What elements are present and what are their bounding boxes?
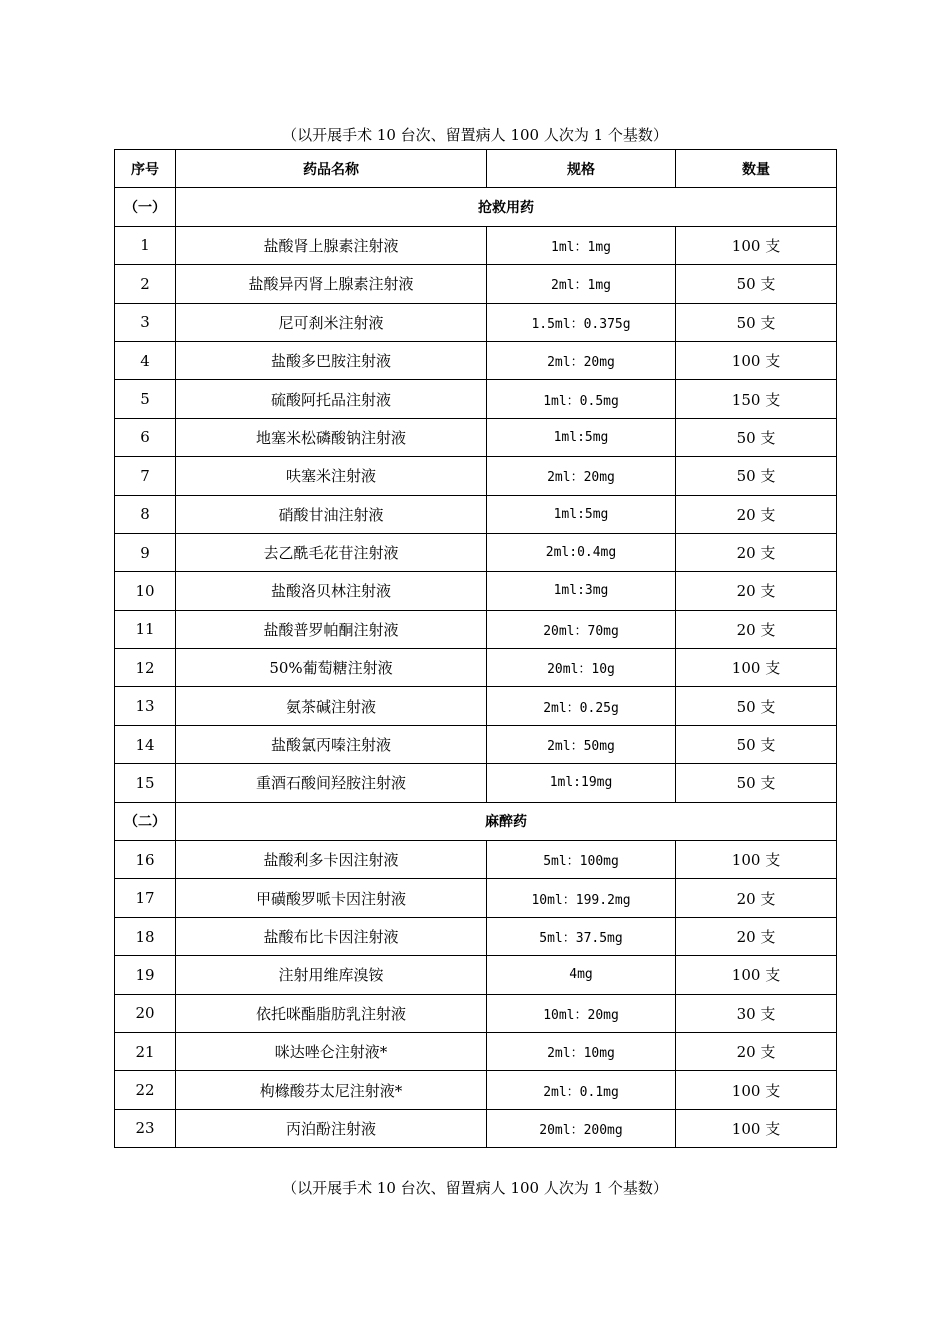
drug-spec: 2ml：10mg [487,1032,676,1070]
table-row [115,687,837,725]
table-row [115,956,837,994]
table-row [115,994,837,1032]
drug-name: 重酒石酸间羟胺注射液 [176,764,487,802]
drug-spec: 1ml：0.5mg [487,380,676,418]
drug-quantity: 50 支 [676,725,837,763]
drug-spec: 2ml：0.1mg [487,1071,676,1109]
drug-spec: 5ml：37.5mg [487,917,676,955]
table-body [115,188,837,1148]
row-number: 6 [115,418,176,456]
row-number: 19 [115,956,176,994]
row-number: 2 [115,265,176,303]
drug-quantity: 50 支 [676,764,837,802]
header-name: 药品名称 [176,150,487,188]
table-row [115,341,837,379]
row-number: 15 [115,764,176,802]
row-number: 16 [115,841,176,879]
section-title: 抢救用药 [176,188,837,226]
row-number: 21 [115,1032,176,1070]
drug-quantity: 50 支 [676,303,837,341]
drug-quantity: 100 支 [676,1071,837,1109]
drug-name: 依托咪酯脂肪乳注射液 [176,994,487,1032]
table-row [115,226,837,264]
table-row [115,533,837,571]
drug-name: 丙泊酚注射液 [176,1109,487,1147]
drug-quantity: 20 支 [676,495,837,533]
row-number: 14 [115,725,176,763]
drug-name: 50%葡萄糖注射液 [176,649,487,687]
section-number: （一） [115,188,176,226]
row-number: 1 [115,226,176,264]
section-row [115,802,837,840]
table-row [115,418,837,456]
drug-quantity: 100 支 [676,956,837,994]
table-row [115,917,837,955]
row-number: 7 [115,457,176,495]
table-header-row [115,150,837,188]
drug-spec: 2ml:0.4mg [487,533,676,571]
table-row [115,879,837,917]
drug-name: 盐酸洛贝林注射液 [176,572,487,610]
drug-name: 硝酸甘油注射液 [176,495,487,533]
table-row [115,764,837,802]
header-qty: 数量 [676,150,837,188]
table-row [115,303,837,341]
drug-name: 盐酸肾上腺素注射液 [176,226,487,264]
drug-name: 氨茶碱注射液 [176,687,487,725]
drug-quantity: 100 支 [676,341,837,379]
table-row [115,841,837,879]
table-row [115,265,837,303]
drug-spec: 2ml：20mg [487,341,676,379]
drug-quantity: 20 支 [676,1032,837,1070]
drug-name: 枸橼酸芬太尼注射液* [176,1071,487,1109]
drug-spec: 20ml：200mg [487,1109,676,1147]
drug-spec: 2ml：0.25g [487,687,676,725]
drug-spec: 20ml：70mg [487,610,676,648]
drug-spec: 1ml:3mg [487,572,676,610]
row-number: 8 [115,495,176,533]
row-number: 12 [115,649,176,687]
drug-quantity: 50 支 [676,457,837,495]
drug-quantity: 20 支 [676,610,837,648]
drug-spec: 10ml：20mg [487,994,676,1032]
drug-quantity: 20 支 [676,879,837,917]
drug-name: 盐酸利多卡因注射液 [176,841,487,879]
row-number: 3 [115,303,176,341]
row-number: 22 [115,1071,176,1109]
drug-spec: 5ml：100mg [487,841,676,879]
drug-quantity: 100 支 [676,841,837,879]
row-number: 13 [115,687,176,725]
header-no: 序号 [115,150,176,188]
drug-name: 注射用维库溴铵 [176,956,487,994]
table-caption-bottom: （以开展手术 10 台次、留置病人 100 人次为 1 个基数） [282,1179,668,1197]
table-row [115,457,837,495]
row-number: 5 [115,380,176,418]
drug-spec: 2ml：1mg [487,265,676,303]
table-row [115,1109,837,1147]
drug-quantity: 50 支 [676,687,837,725]
row-number: 20 [115,994,176,1032]
drug-name: 去乙酰毛花苷注射液 [176,533,487,571]
drug-quantity: 100 支 [676,226,837,264]
drug-name: 咪达唑仑注射液* [176,1032,487,1070]
row-number: 18 [115,917,176,955]
drug-name: 呋塞米注射液 [176,457,487,495]
section-title: 麻醉药 [176,802,837,840]
drug-spec: 1ml:5mg [487,418,676,456]
drug-spec: 4mg [487,956,676,994]
row-number: 9 [115,533,176,571]
table-row [115,495,837,533]
drug-name: 硫酸阿托品注射液 [176,380,487,418]
drug-quantity: 20 支 [676,572,837,610]
drug-quantity: 150 支 [676,380,837,418]
table-row [115,725,837,763]
drug-name: 盐酸布比卡因注射液 [176,917,487,955]
drug-quantity: 30 支 [676,994,837,1032]
row-number: 4 [115,341,176,379]
section-row [115,188,837,226]
table-row [115,380,837,418]
drug-name: 地塞米松磷酸钠注射液 [176,418,487,456]
drug-name: 盐酸氯丙嗪注射液 [176,725,487,763]
drug-spec: 1.5ml：0.375g [487,303,676,341]
drug-quantity: 100 支 [676,1109,837,1147]
table-caption-top: （以开展手术 10 台次、留置病人 100 人次为 1 个基数） [282,126,668,144]
drug-spec: 20ml：10g [487,649,676,687]
table-row [115,1071,837,1109]
drug-quantity: 100 支 [676,649,837,687]
table-row [115,649,837,687]
drug-name: 尼可刹米注射液 [176,303,487,341]
section-number: （二） [115,802,176,840]
row-number: 17 [115,879,176,917]
row-number: 23 [115,1109,176,1147]
drug-spec: 2ml：50mg [487,725,676,763]
header-spec: 规格 [487,150,676,188]
drug-quantity: 20 支 [676,917,837,955]
drug-table [114,149,837,1148]
table-row [115,1032,837,1070]
drug-quantity: 20 支 [676,533,837,571]
row-number: 10 [115,572,176,610]
drug-spec: 1ml：1mg [487,226,676,264]
drug-name: 甲磺酸罗哌卡因注射液 [176,879,487,917]
drug-spec: 10ml：199.2mg [487,879,676,917]
drug-spec: 2ml：20mg [487,457,676,495]
drug-spec: 1ml:5mg [487,495,676,533]
table-row [115,572,837,610]
drug-name: 盐酸普罗帕酮注射液 [176,610,487,648]
table-row [115,610,837,648]
drug-name: 盐酸多巴胺注射液 [176,341,487,379]
drug-quantity: 50 支 [676,418,837,456]
drug-spec: 1ml:19mg [487,764,676,802]
drug-name: 盐酸异丙肾上腺素注射液 [176,265,487,303]
row-number: 11 [115,610,176,648]
drug-quantity: 50 支 [676,265,837,303]
